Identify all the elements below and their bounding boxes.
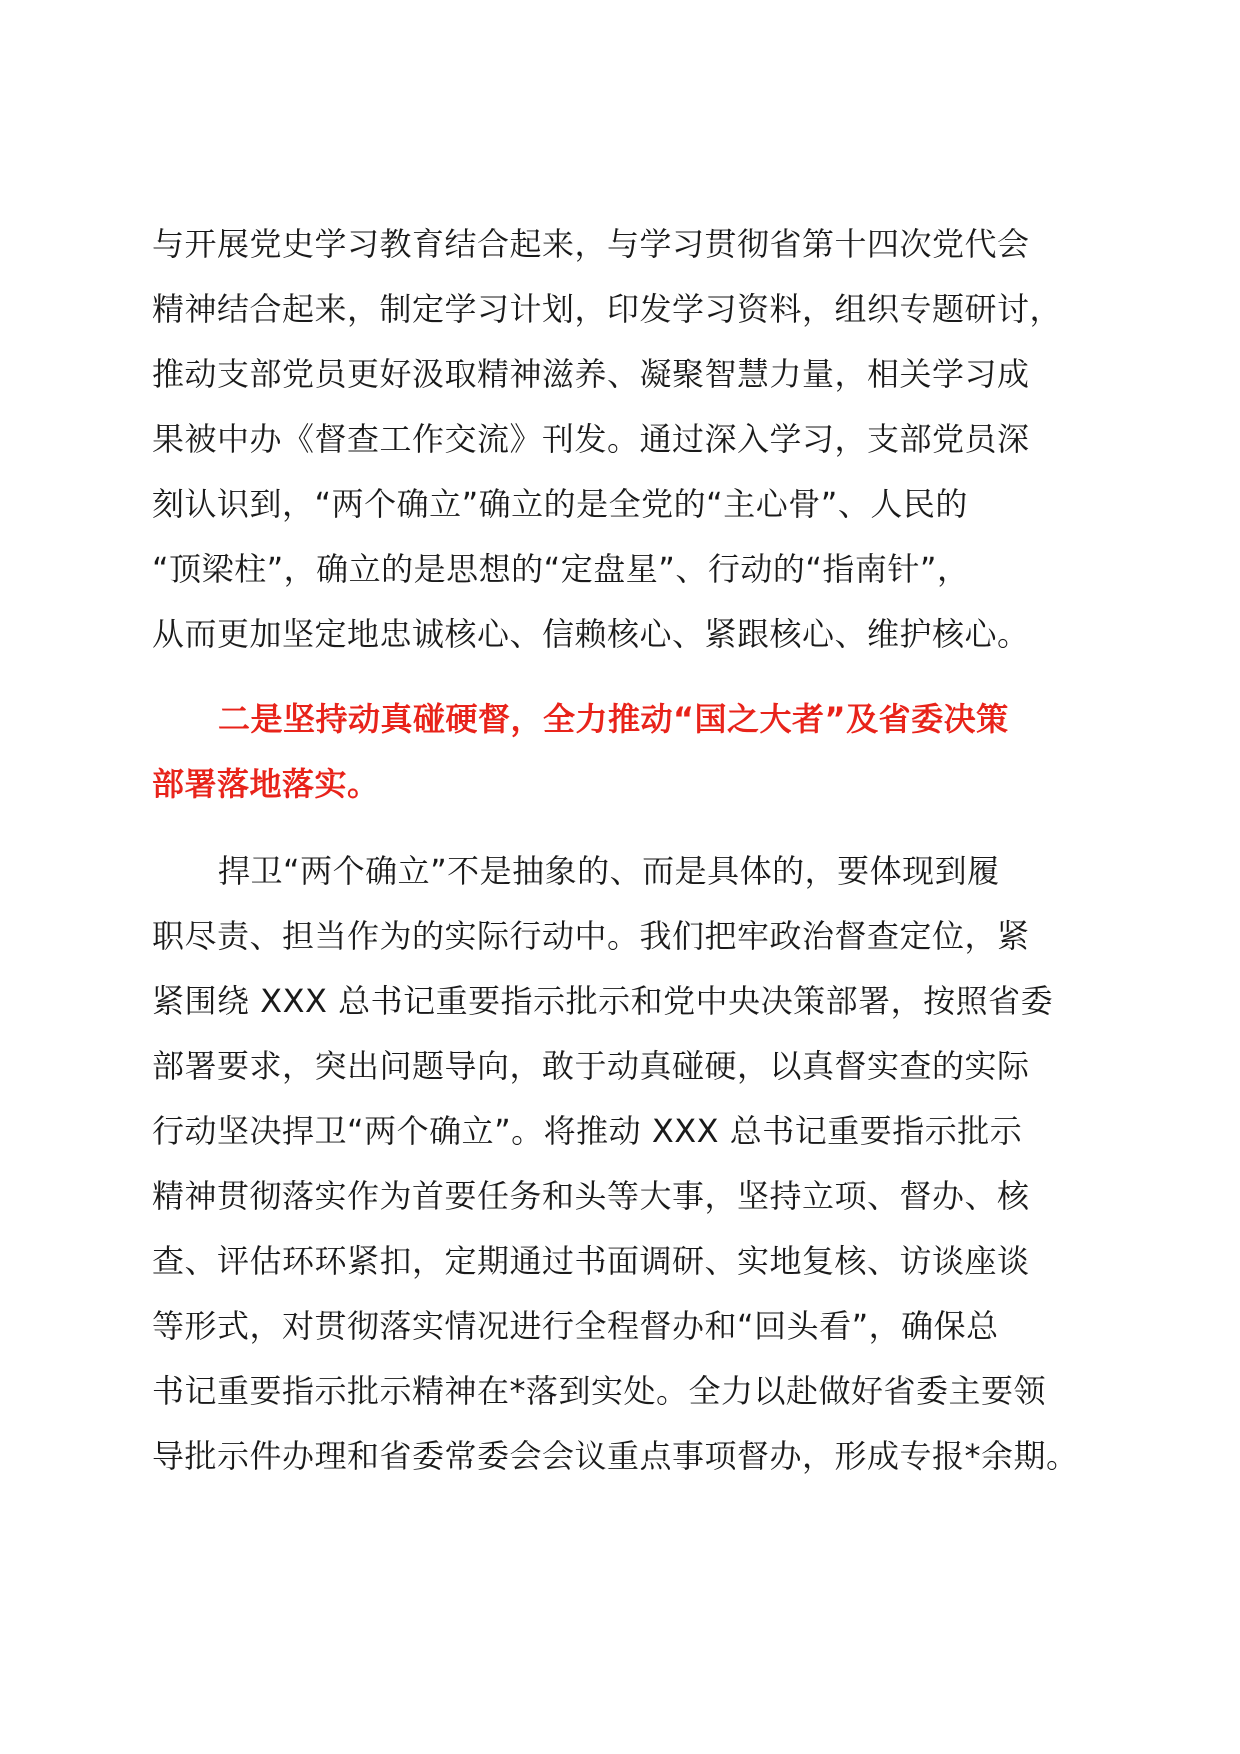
- paragraph-line: 紧围绕 XXX 总书记重要指示批示和党中央决策部署，按照省委: [152, 982, 1054, 1020]
- paragraph-line: 从而更加坚定地忠诚核心、信赖核心、紧跟核心、维护核心。: [152, 615, 1030, 653]
- paragraph-line: 部署要求，突出问题导向，敢于动真碰硬，以真督实查的实际: [152, 1047, 1030, 1085]
- paragraph-line: 导批示件办理和省委常委会会议重点事项督办，形成专报*余期。: [152, 1437, 1079, 1475]
- heading-line: 二是坚持动真碰硬督，全力推动“国之大者”及省委决策: [218, 700, 1009, 738]
- paragraph-line: “顶梁柱”，确立的是思想的“定盘星”、行动的“指南针”，: [152, 550, 970, 588]
- paragraph-line: 推动支部党员更好汲取精神滋养、凝聚智慧力量，相关学习成: [152, 355, 1030, 393]
- paragraph-line: 精神贯彻落实作为首要任务和头等大事，坚持立项、督办、核: [152, 1177, 1030, 1215]
- paragraph-line: 精神结合起来，制定学习计划，印发学习资料，组织专题研讨，: [152, 290, 1063, 328]
- heading-line: 部署落地落实。: [152, 765, 380, 803]
- paragraph-line: 行动坚决捍卫“两个确立”。将推动 XXX 总书记重要指示批示: [152, 1112, 1023, 1150]
- paragraph-line: 查、评估环环紧扣，定期通过书面调研、实地复核、访谈座谈: [152, 1242, 1030, 1280]
- paragraph-line: 与开展党史学习教育结合起来，与学习贯彻省第十四次党代会: [152, 225, 1030, 263]
- paragraph-study-integration: [152, 212, 1102, 667]
- paragraph-line: 等形式，对贯彻落实情况进行全程督办和“回头看”，确保总: [152, 1307, 999, 1345]
- paragraph-line: 捍卫“两个确立”不是抽象的、而是具体的，要体现到履: [218, 852, 1000, 890]
- paragraph-line: 刻认识到，“两个确立”确立的是全党的“主心骨”、人民的: [152, 485, 968, 523]
- paragraph-defend-two-establishments: [152, 839, 1102, 1489]
- paragraph-line: 书记重要指示批示精神在*落到实处。全力以赴做好省委主要领: [152, 1372, 1047, 1410]
- section-heading-second: [152, 687, 1102, 817]
- paragraph-line: 职尽责、担当作为的实际行动中。我们把牢政治督查定位，紧: [152, 917, 1030, 955]
- paragraph-line: 果被中办《督查工作交流》刊发。通过深入学习，支部党员深: [152, 420, 1030, 458]
